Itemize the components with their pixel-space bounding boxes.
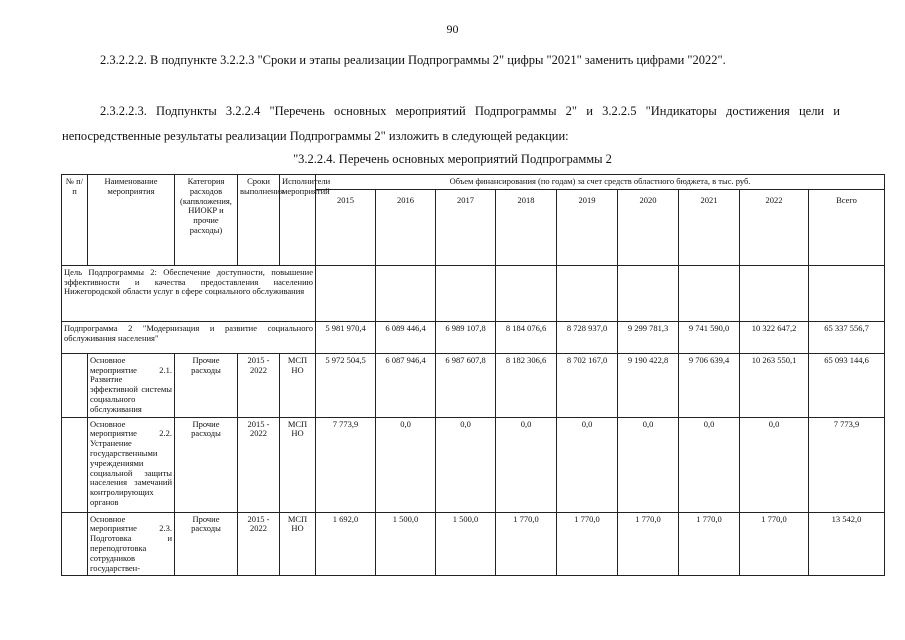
- value-cell: 1 500,0: [376, 512, 436, 576]
- value-cell: 1 770,0: [618, 512, 679, 576]
- subprogram-row: [62, 321, 885, 353]
- value-cell: 1 770,0: [740, 512, 809, 576]
- header-year: 2018: [496, 189, 557, 265]
- header-year: 2022: [740, 189, 809, 265]
- value-cell: 1 770,0: [557, 512, 618, 576]
- header-year: 2020: [618, 189, 679, 265]
- measure-name: Основное мероприятие 2.3. Подготовка и переподготовка сотрудников государствен-: [88, 512, 175, 576]
- value-cell: 0,0: [376, 417, 436, 512]
- funding-table: [61, 174, 885, 576]
- value-cell: 0,0: [618, 417, 679, 512]
- header-executors: Исполнители мероприятий: [280, 175, 316, 266]
- value-cell: 1 770,0: [679, 512, 740, 576]
- table-row: [62, 512, 885, 576]
- value-cell: 7 773,9: [316, 417, 376, 512]
- measure-executor: МСП НО: [280, 353, 316, 417]
- header-total: Всего: [809, 189, 885, 265]
- measure-name: Основное мероприятие 2.2. Устранение государственными учреждениями социальной защиты населения замечаний контролирующих органов: [88, 417, 175, 512]
- goal-row: [62, 265, 885, 321]
- goal-text: Цель Подпрограммы 2: Обеспечение доступности, повышение эффективности и качества предоставления населению Нижегородской области услуг в сфере социального обслуживания: [62, 265, 316, 321]
- measure-category: Прочие расходы: [175, 353, 238, 417]
- value-cell: 0,0: [557, 417, 618, 512]
- total-cell: 65 337 556,7: [809, 321, 885, 353]
- measure-name: Основное мероприятие 2.1. Развитие эффективной системы социального обслуживания: [88, 353, 175, 417]
- paragraph-amendment-2: 2.3.2.2.3. Подпункты 3.2.2.4 "Перечень основных мероприятий Подпрограммы 2" и 3.2.2.5 "Индикаторы достижения цели и непосредственные результаты реализации Подпрограммы 2" изложить в следующей редакции:: [62, 104, 840, 143]
- header-funding: Объем финансирования (по годам) за счет средств областного бюджета, в тыс. руб.: [316, 175, 885, 190]
- value-cell: 0,0: [679, 417, 740, 512]
- value-cell: 0,0: [740, 417, 809, 512]
- value-cell: 9 190 422,8: [618, 353, 679, 417]
- value-cell: 9 706 639,4: [679, 353, 740, 417]
- subprogram-name: Подпрограмма 2 "Модернизация и развитие социального обслуживания населения": [62, 321, 316, 353]
- value-cell: 5 981 970,4: [316, 321, 376, 353]
- value-cell: 10 263 550,1: [740, 353, 809, 417]
- value-cell: 8 184 076,6: [496, 321, 557, 353]
- measure-executor: МСП НО: [280, 417, 316, 512]
- value-cell: 1 692,0: [316, 512, 376, 576]
- total-cell: 13 542,0: [809, 512, 885, 576]
- value-cell: 8 728 937,0: [557, 321, 618, 353]
- value-cell: 6 987 607,8: [436, 353, 496, 417]
- value-cell: 9 741 590,0: [679, 321, 740, 353]
- header-name: Наименование мероприятия: [88, 175, 175, 266]
- header-year: 2021: [679, 189, 740, 265]
- page-number: 90: [446, 22, 459, 36]
- value-cell: 8 702 167,0: [557, 353, 618, 417]
- measure-category: Прочие расходы: [175, 512, 238, 576]
- paragraph-amendment-1: 2.3.2.2.2. В подпункте 3.2.2.3 "Сроки и этапы реализации Подпрограммы 2" цифры "2021" заменить цифрами "2022".: [100, 53, 726, 67]
- header-year: 2015: [316, 189, 376, 265]
- measure-category: Прочие расходы: [175, 417, 238, 512]
- value-cell: 1 500,0: [436, 512, 496, 576]
- header-num: № п/п: [62, 175, 88, 266]
- measure-terms: 2015 - 2022: [238, 512, 280, 576]
- total-cell: 65 093 144,6: [809, 353, 885, 417]
- value-cell: 8 182 306,6: [496, 353, 557, 417]
- table-row: [62, 417, 885, 512]
- value-cell: 10 322 647,2: [740, 321, 809, 353]
- table-row: [62, 353, 885, 417]
- table-header-row: [62, 175, 885, 190]
- value-cell: 1 770,0: [496, 512, 557, 576]
- header-year: 2019: [557, 189, 618, 265]
- header-terms: Сроки выполнения: [238, 175, 280, 266]
- value-cell: 6 089 446,4: [376, 321, 436, 353]
- measure-executor: МСП НО: [280, 512, 316, 576]
- value-cell: 6 989 107,8: [436, 321, 496, 353]
- value-cell: 0,0: [436, 417, 496, 512]
- header-category: Категория расходов (капвложения, НИОКР и прочие расходы): [175, 175, 238, 266]
- measure-terms: 2015 - 2022: [238, 417, 280, 512]
- value-cell: 0,0: [496, 417, 557, 512]
- table-caption: "3.2.2.4. Перечень основных мероприятий Подпрограммы 2: [293, 152, 612, 166]
- header-year: 2017: [436, 189, 496, 265]
- value-cell: 5 972 504,5: [316, 353, 376, 417]
- value-cell: 9 299 781,3: [618, 321, 679, 353]
- value-cell: 6 087 946,4: [376, 353, 436, 417]
- measure-terms: 2015 - 2022: [238, 353, 280, 417]
- total-cell: 7 773,9: [809, 417, 885, 512]
- header-year: 2016: [376, 189, 436, 265]
